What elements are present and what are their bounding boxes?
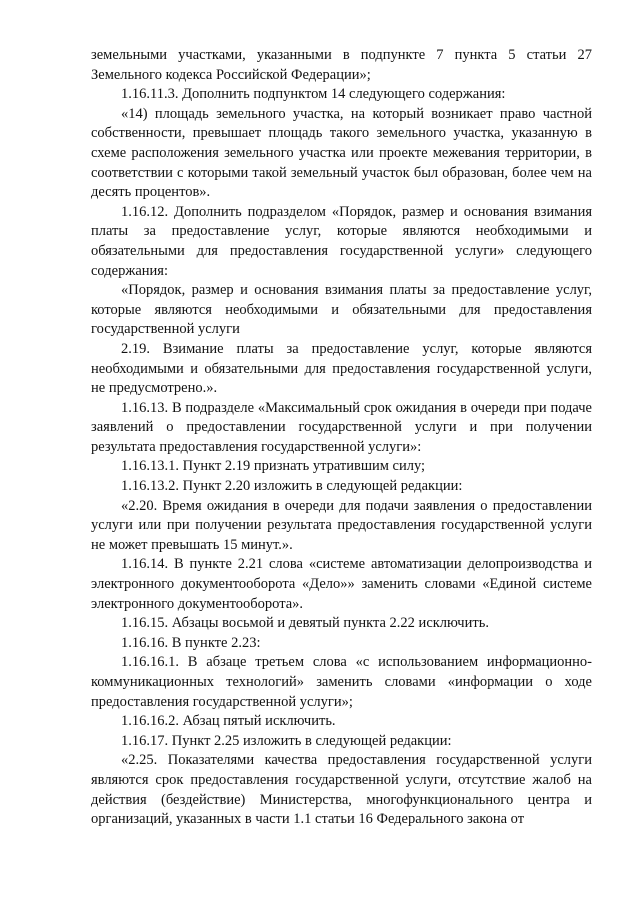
paragraph-1-16-13-1: 1.16.13.1. Пункт 2.19 признать утратившим силу; <box>121 458 426 475</box>
paragraph-2-25: «2.25. Показателями качества предоставления государственной услуги являются срок предоставления государственной услуги, отсутствие жалоб на действия (бездействие) Министерства, многофункционального центра и организаций, указанных в части 1.1 статьи 16 Федерального закона от <box>91 752 592 828</box>
paragraph-1-16-16-1: 1.16.16.1. В абзаце третьем слова «с использованием информационно-коммуникационных технологий» заменить словами «информации о ходе предоставления государственной услуги»; <box>91 654 592 710</box>
paragraph-1-16-16-2: 1.16.16.2. Абзац пятый исключить. <box>121 713 336 730</box>
paragraph-1-16-13-2: 1.16.13.2. Пункт 2.20 изложить в следующей редакции: <box>121 478 463 495</box>
paragraph-continuation: земельными участками, указанными в подпункте 7 пункта 5 статьи 27 Земельного кодекса Российской Федерации»; <box>91 47 592 83</box>
paragraph-1-16-17: 1.16.17. Пункт 2.25 изложить в следующей редакции: <box>121 732 452 749</box>
paragraph-2-20: «2.20. Время ожидания в очереди для подачи заявления о предоставлении услуги или при получении результата предоставления государственной услуги не может превышать 15 минут.». <box>91 497 592 553</box>
paragraph-2-19: 2.19. Взимание платы за предоставление услуг, которые являются необходимыми и обязательными для предоставления государственной услуги, не предусмотрено.». <box>91 340 592 397</box>
paragraph-1-16-12: 1.16.12. Дополнить подразделом «Порядок, размер и основания взимания платы за предоставление услуг, которые являются необходимыми и обязательными для предоставления государственной услуги» следующего содержания: <box>91 203 592 279</box>
paragraph-subsection-heading: «Порядок, размер и основания взимания платы за предоставление услуг, которые являются необходимыми и обязательными для предоставления государственной услуги <box>91 282 592 338</box>
paragraph-1-16-13: 1.16.13. В подразделе «Максимальный срок ожидания в очереди при подаче заявлений о предоставлении государственной услуги и при получении результата предоставления государственной услуги»: <box>91 399 592 455</box>
paragraph-subitem-14: «14) площадь земельного участка, на который возникает право частной собственности, превышает площадь такого земельного участка, указанную в схеме расположения земельного участка или проекте межевания территории, в соответствии с которыми такой земельный участок был образован, более чем на десять процентов». <box>91 105 592 201</box>
paragraph-1-16-14: 1.16.14. В пункте 2.21 слова «системе автоматизации делопроизводства и электронного документооборота «Дело»» заменить словами «Единой системе электронного документооборота». <box>91 556 592 612</box>
paragraph-1-16-15: 1.16.15. Абзацы восьмой и девятый пункта 2.22 исключить. <box>121 615 489 632</box>
paragraph-1-16-11-3: 1.16.11.3. Дополнить подпунктом 14 следующего содержания: <box>121 86 506 103</box>
paragraph-1-16-16: 1.16.16. В пункте 2.23: <box>121 634 261 651</box>
